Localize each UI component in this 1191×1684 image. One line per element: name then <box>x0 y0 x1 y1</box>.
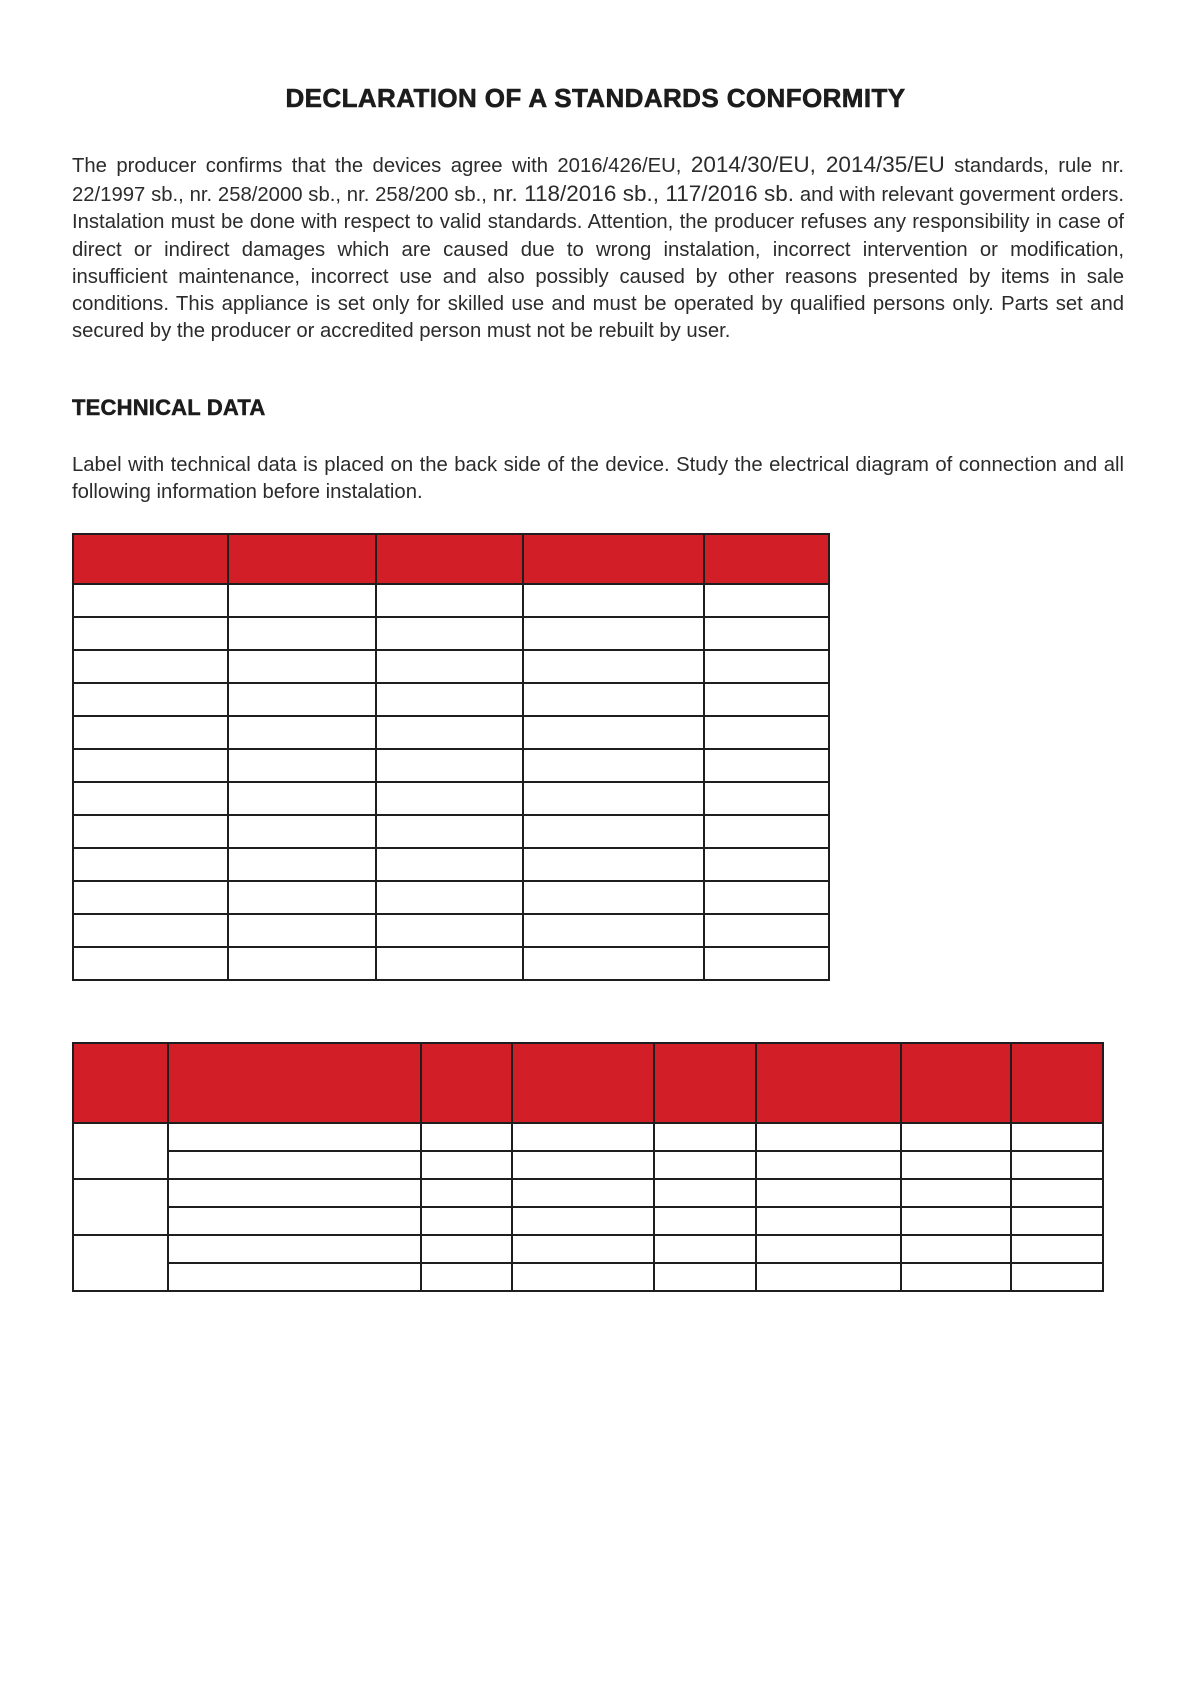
table-cell <box>901 1263 1011 1291</box>
table-cell <box>376 914 523 947</box>
table-header-cell <box>73 1043 168 1123</box>
table-cell <box>228 815 376 848</box>
table-cell <box>376 881 523 914</box>
table-cell <box>512 1179 654 1207</box>
table-header-cell <box>421 1043 512 1123</box>
table-cell <box>523 881 704 914</box>
table-cell <box>376 617 523 650</box>
table-cell <box>756 1207 901 1235</box>
table-cell <box>512 1263 654 1291</box>
table-cell <box>704 947 829 980</box>
table-cell <box>1011 1207 1103 1235</box>
conformity-declaration-text <box>72 151 1124 345</box>
group-label-cell <box>73 1123 168 1179</box>
intro-text-3: standards, rule nr. 22/1997 sb., nr. 258/2000 sb., nr. 258/200 sb., <box>72 155 1124 207</box>
table-cell <box>704 914 829 947</box>
table-cell <box>654 1263 756 1291</box>
table-cell <box>168 1179 421 1207</box>
table-header-cell <box>168 1043 421 1123</box>
page-title: DECLARATION OF A STANDARDS CONFORMITY <box>285 83 906 114</box>
table-cell <box>376 815 523 848</box>
table-cell <box>73 782 228 815</box>
table-cell <box>756 1235 901 1263</box>
table-cell <box>512 1235 654 1263</box>
table-cell <box>73 881 228 914</box>
table-cell <box>421 1179 512 1207</box>
table-cell <box>421 1151 512 1179</box>
table-cell <box>523 815 704 848</box>
table-cell <box>704 650 829 683</box>
table-cell <box>523 716 704 749</box>
table-cell <box>704 815 829 848</box>
table-cell <box>523 782 704 815</box>
table-cell <box>901 1123 1011 1151</box>
table-cell <box>73 617 228 650</box>
table-cell <box>73 716 228 749</box>
table-cell <box>228 947 376 980</box>
table-cell <box>512 1207 654 1235</box>
table-cell <box>704 848 829 881</box>
table-cell <box>168 1235 421 1263</box>
table-cell <box>73 914 228 947</box>
table-cell <box>756 1151 901 1179</box>
table-row <box>73 881 829 914</box>
intro-text-4: nr. 118/2016 sb., 117/2016 sb. <box>492 181 795 207</box>
table-header-cell <box>756 1043 901 1123</box>
table-row <box>73 716 829 749</box>
table-cell <box>228 650 376 683</box>
table-header-cell <box>654 1043 756 1123</box>
table-cell <box>756 1179 901 1207</box>
table-cell <box>168 1123 421 1151</box>
technical-data-text: Label with technical data is placed on the back side of the device. Study the electrical diagram of connection and all following information before instalation. <box>72 454 1124 504</box>
table-cell <box>512 1151 654 1179</box>
table-row <box>73 617 829 650</box>
table-cell <box>523 749 704 782</box>
table-cell <box>228 716 376 749</box>
table-cell <box>901 1235 1011 1263</box>
table-cell <box>901 1207 1011 1235</box>
table-cell <box>421 1263 512 1291</box>
table-cell <box>376 947 523 980</box>
table-header-cell <box>73 534 228 584</box>
table-cell <box>421 1123 512 1151</box>
table-header-row <box>73 534 829 584</box>
parameters-table <box>72 1042 1104 1292</box>
table-row <box>73 1123 1103 1151</box>
table-cell <box>756 1263 901 1291</box>
table-row <box>73 1151 1103 1179</box>
table-row <box>73 848 829 881</box>
table-cell <box>376 683 523 716</box>
table-row <box>73 1235 1103 1263</box>
table-header-cell <box>1011 1043 1103 1123</box>
table-cell <box>654 1151 756 1179</box>
table-cell <box>523 947 704 980</box>
table-cell <box>228 914 376 947</box>
table-cell <box>376 848 523 881</box>
table-header-cell <box>901 1043 1011 1123</box>
table-row <box>73 947 829 980</box>
table-cell <box>704 716 829 749</box>
intro-text-5: and with relevant goverment orders. Instalation must be done with respect to valid standards. Attention, the producer refuses any responsibility in case of direct or indirect damages which are caused due to wrong instalation, incorrect intervention or modification, insufficient maintenance, incorrect use and also possibly caused by other reasons presented by items in sale conditions. This appliance is set only for skilled use and must be operated by qualified persons only. Parts set and secured by the producer or accredited person must not be rebuilt by user. <box>72 184 1124 343</box>
table-cell <box>901 1179 1011 1207</box>
table-cell <box>228 782 376 815</box>
table-cell <box>523 848 704 881</box>
table-cell <box>168 1207 421 1235</box>
table-cell <box>1011 1235 1103 1263</box>
table-cell <box>704 881 829 914</box>
table-header-cell <box>523 534 704 584</box>
table-cell <box>73 584 228 617</box>
table-cell <box>376 749 523 782</box>
table-row <box>73 782 829 815</box>
table-cell <box>73 650 228 683</box>
intro-text-2: 2014/30/EU, 2014/35/EU <box>690 152 945 177</box>
table-cell <box>228 749 376 782</box>
table-cell <box>1011 1179 1103 1207</box>
table-cell <box>704 683 829 716</box>
table-cell <box>704 782 829 815</box>
table-cell <box>523 683 704 716</box>
table-cell <box>73 749 228 782</box>
table-cell <box>73 683 228 716</box>
table-cell <box>523 914 704 947</box>
table-cell <box>376 782 523 815</box>
table-row <box>73 683 829 716</box>
table-cell <box>73 848 228 881</box>
table-row <box>73 914 829 947</box>
table-header-cell <box>228 534 376 584</box>
table-row <box>73 1207 1103 1235</box>
table-row <box>73 815 829 848</box>
table-cell <box>523 650 704 683</box>
table-cell <box>168 1263 421 1291</box>
group-label-cell <box>73 1235 168 1291</box>
table-cell <box>228 848 376 881</box>
table-cell <box>654 1179 756 1207</box>
table-cell <box>901 1151 1011 1179</box>
table-cell <box>73 947 228 980</box>
table-cell <box>73 815 228 848</box>
table-cell <box>168 1151 421 1179</box>
table-row <box>73 584 829 617</box>
table-header-cell <box>376 534 523 584</box>
table-header-row <box>73 1043 1103 1123</box>
table-cell <box>704 584 829 617</box>
table-row <box>73 1263 1103 1291</box>
table-cell <box>512 1123 654 1151</box>
table-cell <box>1011 1151 1103 1179</box>
table-header-cell <box>704 534 829 584</box>
table-cell <box>704 617 829 650</box>
table-cell <box>228 683 376 716</box>
table-cell <box>704 749 829 782</box>
table-cell <box>654 1123 756 1151</box>
table-cell <box>376 584 523 617</box>
table-header-cell <box>512 1043 654 1123</box>
table-cell <box>228 881 376 914</box>
table-cell <box>756 1123 901 1151</box>
table-row <box>73 650 829 683</box>
table-row <box>73 749 829 782</box>
table-cell <box>228 584 376 617</box>
table-cell <box>523 584 704 617</box>
table-cell <box>376 716 523 749</box>
table-cell <box>421 1235 512 1263</box>
group-label-cell <box>73 1179 168 1235</box>
table-cell <box>654 1207 756 1235</box>
table-cell <box>376 650 523 683</box>
table-row <box>73 1179 1103 1207</box>
intro-text-1: The producer confirms that the devices agree with 2016/426/EU, <box>72 155 691 177</box>
table-cell <box>421 1207 512 1235</box>
table-cell <box>654 1235 756 1263</box>
table-cell <box>228 617 376 650</box>
table-cell <box>1011 1263 1103 1291</box>
table-cell <box>1011 1123 1103 1151</box>
technical-data-table <box>72 533 830 981</box>
technical-data-heading: TECHNICAL DATA <box>72 395 266 420</box>
table-cell <box>523 617 704 650</box>
